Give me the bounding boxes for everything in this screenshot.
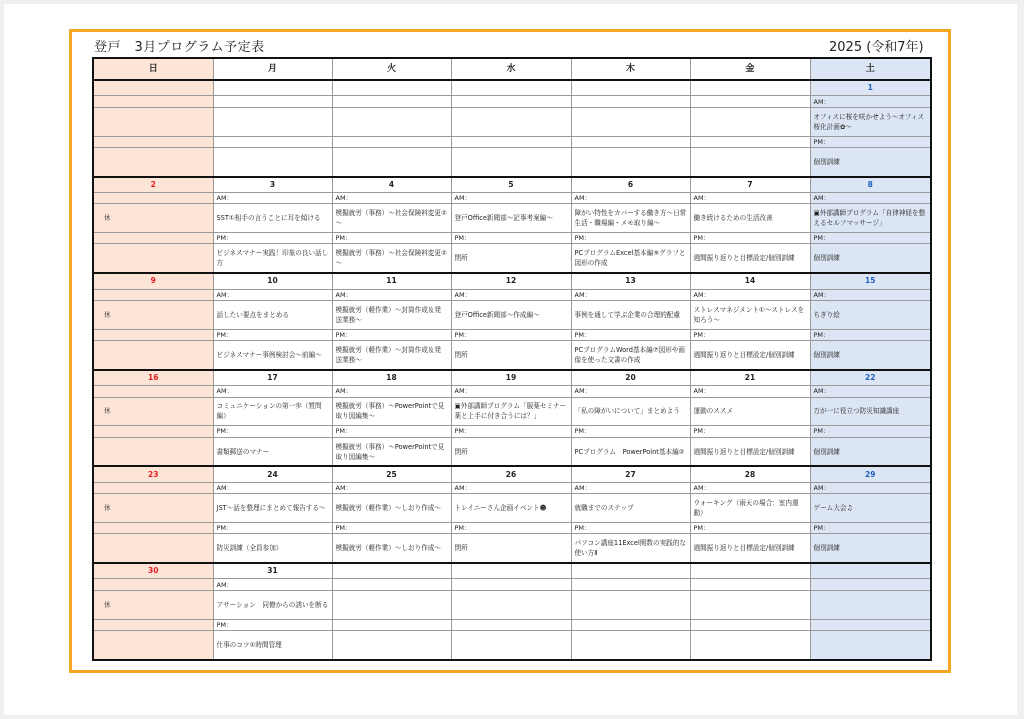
- am-activity-cell: 就職までのステップ: [571, 494, 690, 523]
- date-row: [93, 80, 931, 96]
- pm-label-cell: PM：: [332, 233, 451, 244]
- am-label-cell: [93, 386, 213, 397]
- pm-activity-cell: 個別訓練: [810, 244, 931, 273]
- pm-label-cell: PM：: [332, 426, 451, 437]
- am-label-row: [93, 96, 931, 107]
- pm-label-cell: PM：: [690, 522, 810, 533]
- am-activity-cell: 万が一に役立つ防災知識講座: [810, 397, 931, 426]
- schedule-calendar: [92, 57, 932, 661]
- date-row: [93, 273, 931, 289]
- am-label-cell: AM：: [213, 386, 332, 397]
- pm-activity-cell: [213, 147, 332, 176]
- am-activity-cell: ちぎり絵: [810, 300, 931, 329]
- am-label-cell: AM：: [690, 193, 810, 204]
- pm-label-cell: [332, 136, 451, 147]
- pm-label-cell: PM：: [690, 426, 810, 437]
- pm-activity-cell: 週間振り返りと目標設定/個別訓練: [690, 341, 810, 370]
- pm-label-cell: [93, 136, 213, 147]
- date-cell: 5: [451, 177, 571, 193]
- am-activity-cell: 休: [93, 494, 213, 523]
- weekday-mon: 月: [213, 58, 332, 80]
- date-row: [93, 466, 931, 482]
- am-label-cell: [690, 579, 810, 590]
- pm-label-cell: PM：: [810, 233, 931, 244]
- am-label-cell: AM：: [332, 289, 451, 300]
- am-label-row: [93, 289, 931, 300]
- pm-label-cell: [213, 136, 332, 147]
- date-cell: 20: [571, 370, 690, 386]
- pm-activity-row: [93, 437, 931, 466]
- am-label-cell: [93, 289, 213, 300]
- pm-label-row: [93, 329, 931, 340]
- date-cell: 3: [213, 177, 332, 193]
- am-label-cell: [93, 96, 213, 107]
- pm-label-cell: [810, 619, 931, 630]
- am-label-cell: AM：: [571, 386, 690, 397]
- date-cell: 11: [332, 273, 451, 289]
- am-activity-cell: ウォーキング（雨天の場合：室内運動）: [690, 494, 810, 523]
- date-row: [93, 563, 931, 579]
- pm-label-cell: PM：: [690, 329, 810, 340]
- date-cell: [93, 80, 213, 96]
- pm-activity-cell: [451, 147, 571, 176]
- am-activity-row: [93, 107, 931, 136]
- pm-label-cell: [93, 619, 213, 630]
- am-activity-cell: [690, 107, 810, 136]
- am-label-cell: [571, 96, 690, 107]
- date-cell: 28: [690, 466, 810, 482]
- pm-activity-cell: [332, 630, 451, 660]
- pm-activity-cell: 閉所: [451, 437, 571, 466]
- am-label-row: [93, 579, 931, 590]
- am-label-cell: AM：: [213, 289, 332, 300]
- am-label-cell: AM：: [332, 193, 451, 204]
- am-label-cell: AM：: [810, 386, 931, 397]
- am-label-cell: AM：: [451, 289, 571, 300]
- pm-activity-cell: 書類郵送のマナー: [213, 437, 332, 466]
- am-label-cell: [93, 482, 213, 493]
- date-cell: 15: [810, 273, 931, 289]
- weekday-tue: 火: [332, 58, 451, 80]
- pm-activity-cell: [571, 147, 690, 176]
- pm-activity-cell: [93, 147, 213, 176]
- am-activity-row: [93, 494, 931, 523]
- pm-activity-cell: [690, 147, 810, 176]
- date-cell: [213, 80, 332, 96]
- am-label-cell: AM：: [690, 289, 810, 300]
- pm-activity-cell: 個別訓練: [810, 534, 931, 563]
- am-label-cell: [451, 96, 571, 107]
- pm-label-cell: [451, 136, 571, 147]
- pm-label-cell: PM：: [571, 426, 690, 437]
- am-label-cell: [93, 579, 213, 590]
- pm-label-cell: PM：: [810, 426, 931, 437]
- pm-label-cell: PM：: [213, 426, 332, 437]
- am-activity-cell: [690, 590, 810, 619]
- am-label-cell: AM：: [810, 96, 931, 107]
- am-activity-cell: アサーション 同僚からの誘いを断る: [213, 590, 332, 619]
- pm-label-cell: [93, 426, 213, 437]
- pm-label-cell: [690, 619, 810, 630]
- am-activity-cell: コミュニケーションの第一歩（質問編）: [213, 397, 332, 426]
- calendar-body: [93, 80, 931, 660]
- am-activity-cell: [571, 590, 690, 619]
- date-cell: 10: [213, 273, 332, 289]
- weekday-thu: 木: [571, 58, 690, 80]
- pm-activity-cell: [451, 630, 571, 660]
- am-activity-cell: オフィスに桜を咲かせよう～オフィス桜化計画✿～: [810, 107, 931, 136]
- pm-label-cell: [451, 619, 571, 630]
- pm-activity-cell: 個別訓練: [810, 437, 931, 466]
- date-cell: 9: [93, 273, 213, 289]
- am-activity-row: [93, 300, 931, 329]
- am-label-cell: AM：: [213, 579, 332, 590]
- am-activity-cell: 休: [93, 204, 213, 233]
- date-cell: 31: [213, 563, 332, 579]
- pm-label-cell: PM：: [213, 329, 332, 340]
- pm-label-row: [93, 233, 931, 244]
- date-row: [93, 370, 931, 386]
- date-cell: 14: [690, 273, 810, 289]
- date-cell: [451, 80, 571, 96]
- pm-label-cell: PM：: [571, 233, 690, 244]
- am-activity-cell: [93, 107, 213, 136]
- pm-activity-cell: 個別訓練: [810, 341, 931, 370]
- pm-label-row: [93, 619, 931, 630]
- am-activity-cell: 運動のススメ: [690, 397, 810, 426]
- am-label-cell: AM：: [690, 386, 810, 397]
- date-cell: [571, 80, 690, 96]
- pm-activity-cell: 模擬就労（事務）～PowerPointで見取り図編集～: [332, 437, 451, 466]
- am-activity-cell: [571, 107, 690, 136]
- year-label: 2025 (令和7年): [829, 40, 924, 55]
- pm-activity-cell: PCプログラム PowerPoint基本編②: [571, 437, 690, 466]
- am-label-row: [93, 386, 931, 397]
- date-cell: 17: [213, 370, 332, 386]
- date-cell: 22: [810, 370, 931, 386]
- pm-activity-cell: 模擬就労（軽作業）～封筒作成＆発送業務～: [332, 341, 451, 370]
- am-label-cell: [332, 579, 451, 590]
- date-cell: 23: [93, 466, 213, 482]
- am-activity-cell: [213, 107, 332, 136]
- pm-label-cell: PM：: [332, 329, 451, 340]
- pm-activity-cell: 模擬就労（軽作業）～しおり作成～: [332, 534, 451, 563]
- pm-label-row: [93, 136, 931, 147]
- pm-activity-cell: PCプログラムExcel基本編⑨グラフと図形の作成: [571, 244, 690, 273]
- am-label-cell: [332, 96, 451, 107]
- pm-label-cell: [93, 233, 213, 244]
- pm-activity-row: [93, 341, 931, 370]
- weekday-fri: 金: [690, 58, 810, 80]
- date-cell: 25: [332, 466, 451, 482]
- pm-label-cell: PM：: [213, 522, 332, 533]
- am-label-cell: AM：: [332, 386, 451, 397]
- am-activity-cell: JST～話を整理にまとめて報告する～: [213, 494, 332, 523]
- date-cell: 7: [690, 177, 810, 193]
- am-label-cell: AM：: [810, 482, 931, 493]
- am-label-cell: AM：: [213, 482, 332, 493]
- pm-label-cell: [571, 136, 690, 147]
- am-label-cell: [810, 579, 931, 590]
- date-cell: 13: [571, 273, 690, 289]
- pm-activity-cell: 週間振り返りと目標設定/個別訓練: [690, 534, 810, 563]
- am-activity-cell: 障がい特性をカバーする働き方～日常生活・職場編・メモ取り編～: [571, 204, 690, 233]
- date-cell: 4: [332, 177, 451, 193]
- pm-activity-row: [93, 630, 931, 660]
- am-label-cell: AM：: [810, 289, 931, 300]
- am-activity-row: [93, 204, 931, 233]
- pm-label-cell: PM：: [213, 233, 332, 244]
- am-activity-cell: 模擬就労（事務）～社会保険料変更②～: [332, 204, 451, 233]
- am-activity-cell: 休: [93, 397, 213, 426]
- am-activity-cell: 働き続けるための生活改善: [690, 204, 810, 233]
- pm-activity-cell: 防災訓練（全員参加）: [213, 534, 332, 563]
- pm-activity-cell: [93, 244, 213, 273]
- pm-activity-cell: [93, 437, 213, 466]
- date-cell: 30: [93, 563, 213, 579]
- am-activity-cell: 模擬就労（軽作業）～しおり作成～: [332, 494, 451, 523]
- pm-label-cell: PM：: [451, 426, 571, 437]
- am-activity-cell: [332, 590, 451, 619]
- pm-label-cell: [93, 522, 213, 533]
- pm-activity-row: [93, 244, 931, 273]
- pm-label-row: [93, 522, 931, 533]
- pm-activity-cell: [571, 630, 690, 660]
- pm-activity-cell: 週間振り返りと目標設定/個別訓練: [690, 244, 810, 273]
- am-label-cell: AM：: [571, 193, 690, 204]
- pm-activity-cell: [93, 630, 213, 660]
- am-activity-cell: 登戸Office新聞部～記事考案編～: [451, 204, 571, 233]
- pm-activity-cell: [810, 630, 931, 660]
- weekday-wed: 水: [451, 58, 571, 80]
- pm-activity-cell: 閉所: [451, 341, 571, 370]
- pm-activity-cell: ビジネスマナー事例検討会～前編～: [213, 341, 332, 370]
- am-label-cell: AM：: [810, 193, 931, 204]
- pm-activity-cell: 週間振り返りと目標設定/個別訓練: [690, 437, 810, 466]
- date-cell: [451, 563, 571, 579]
- pm-activity-cell: [332, 147, 451, 176]
- pm-activity-cell: ビジネスマナー実践！印象の良い話し方: [213, 244, 332, 273]
- am-activity-cell: [332, 107, 451, 136]
- am-label-cell: AM：: [571, 289, 690, 300]
- pm-label-cell: [690, 136, 810, 147]
- am-label-cell: AM：: [332, 482, 451, 493]
- am-activity-cell: [451, 590, 571, 619]
- pm-activity-cell: パソコン講座11Excel関数の実践的な使い方Ⅱ: [571, 534, 690, 563]
- date-cell: 6: [571, 177, 690, 193]
- date-cell: [332, 80, 451, 96]
- am-label-row: [93, 193, 931, 204]
- pm-activity-row: [93, 147, 931, 176]
- am-activity-row: [93, 397, 931, 426]
- date-cell: 16: [93, 370, 213, 386]
- date-cell: [690, 80, 810, 96]
- pm-activity-cell: PCプログラムWord基本編⑦図形や画像を使った文書の作成: [571, 341, 690, 370]
- date-cell: 24: [213, 466, 332, 482]
- pm-activity-cell: 個別訓練: [810, 147, 931, 176]
- am-activity-cell: ストレスマネジメント①～ストレスを知ろう～: [690, 300, 810, 329]
- am-label-cell: [93, 193, 213, 204]
- am-label-cell: [451, 579, 571, 590]
- pm-label-cell: PM：: [571, 329, 690, 340]
- pm-activity-row: [93, 534, 931, 563]
- pm-activity-cell: 閉所: [451, 244, 571, 273]
- date-cell: [332, 563, 451, 579]
- am-activity-cell: トレイニーさん企画イベント☻: [451, 494, 571, 523]
- date-row: [93, 177, 931, 193]
- pm-label-row: [93, 426, 931, 437]
- am-activity-cell: 登戸Office新聞部～作成編～: [451, 300, 571, 329]
- pm-label-cell: [571, 619, 690, 630]
- pm-label-cell: PM：: [451, 233, 571, 244]
- pm-label-cell: PM：: [571, 522, 690, 533]
- am-activity-cell: [810, 590, 931, 619]
- pm-label-cell: PM：: [451, 522, 571, 533]
- pm-label-cell: PM：: [451, 329, 571, 340]
- am-label-cell: AM：: [451, 193, 571, 204]
- pm-activity-cell: [93, 341, 213, 370]
- am-activity-cell: 「私の障がいについて」まとめよう: [571, 397, 690, 426]
- date-cell: [690, 563, 810, 579]
- date-cell: 12: [451, 273, 571, 289]
- pm-activity-cell: 閉所: [451, 534, 571, 563]
- am-activity-cell: ▣外部講師プログラム「服薬セミナー 薬と上手に付き合うには？」: [451, 397, 571, 426]
- page-title: 登戸 3月プログラム予定表: [94, 40, 265, 55]
- am-activity-cell: ゲーム大会♫: [810, 494, 931, 523]
- date-cell: 1: [810, 80, 931, 96]
- pm-activity-cell: 模擬就労（事務）～社会保険料変更②～: [332, 244, 451, 273]
- date-cell: 29: [810, 466, 931, 482]
- am-label-cell: AM：: [213, 193, 332, 204]
- date-cell: [571, 563, 690, 579]
- weekday-sun: 日: [93, 58, 213, 80]
- am-activity-cell: 話したい要点をまとめる: [213, 300, 332, 329]
- am-label-row: [93, 482, 931, 493]
- pm-label-cell: PM：: [810, 136, 931, 147]
- pm-activity-cell: 仕事のコツ①時間管理: [213, 630, 332, 660]
- am-activity-cell: 休: [93, 300, 213, 329]
- am-activity-cell: SST①相手の言うことに耳を傾ける: [213, 204, 332, 233]
- pm-label-cell: [93, 329, 213, 340]
- am-activity-cell: 模擬就労（事務）～PowerPointで見取り図編集～: [332, 397, 451, 426]
- am-label-cell: AM：: [451, 482, 571, 493]
- date-cell: [810, 563, 931, 579]
- pm-label-cell: PM：: [213, 619, 332, 630]
- am-activity-cell: ▣外部講師プログラム「自律神経を整えるセルフマッサージ」: [810, 204, 931, 233]
- date-cell: 8: [810, 177, 931, 193]
- am-label-cell: AM：: [451, 386, 571, 397]
- am-label-cell: [690, 96, 810, 107]
- pm-label-cell: PM：: [332, 522, 451, 533]
- pm-label-cell: PM：: [810, 522, 931, 533]
- am-label-cell: [213, 96, 332, 107]
- am-label-cell: AM：: [571, 482, 690, 493]
- am-activity-cell: [451, 107, 571, 136]
- date-cell: 19: [451, 370, 571, 386]
- weekday-header-row: [93, 58, 931, 80]
- weekday-sat: 土: [810, 58, 931, 80]
- am-activity-cell: 事例を通して学ぶ企業の合理的配慮: [571, 300, 690, 329]
- pm-label-cell: PM：: [810, 329, 931, 340]
- date-cell: 2: [93, 177, 213, 193]
- am-label-cell: AM：: [690, 482, 810, 493]
- pm-activity-cell: [690, 630, 810, 660]
- date-cell: 26: [451, 466, 571, 482]
- pm-label-cell: [332, 619, 451, 630]
- am-activity-row: [93, 590, 931, 619]
- date-cell: 21: [690, 370, 810, 386]
- date-cell: 27: [571, 466, 690, 482]
- date-cell: 18: [332, 370, 451, 386]
- am-activity-cell: 休: [93, 590, 213, 619]
- am-activity-cell: 模擬就労（軽作業）～封筒作成＆発送業務～: [332, 300, 451, 329]
- pm-activity-cell: [93, 534, 213, 563]
- pm-label-cell: PM：: [690, 233, 810, 244]
- am-label-cell: [571, 579, 690, 590]
